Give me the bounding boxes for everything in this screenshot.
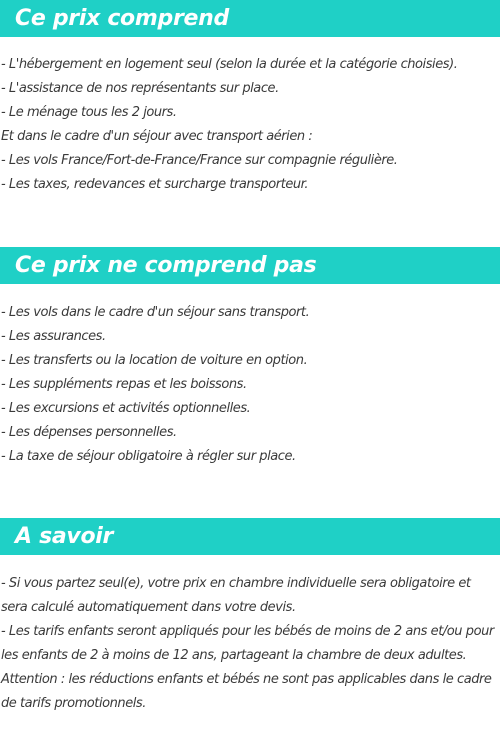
list-item: - Si vous partez seul(e), votre prix en chambre individuelle sera obligatoire et sera calculé automatiquement dans votre devis. <box>1 576 471 615</box>
section-title-not-included: Ce prix ne comprend pas <box>0 247 500 284</box>
list-item: - Les dépenses personnelles. <box>1 425 177 440</box>
list-item: - Le ménage tous les 2 jours. <box>1 105 177 120</box>
list-item: - Les transferts ou la location de voiture en option. <box>1 353 308 368</box>
not-included-list <box>0 301 500 469</box>
section-included <box>0 0 500 197</box>
list-item: Et dans le cadre d'un séjour avec transport aérien : <box>1 129 313 144</box>
list-item: - Les assurances. <box>1 329 106 344</box>
included-list <box>0 53 500 197</box>
list-item: - Les vols dans le cadre d'un séjour sans transport. <box>1 305 310 320</box>
list-item: - La taxe de séjour obligatoire à régler sur place. <box>1 449 296 464</box>
section-title-good-to-know: A savoir <box>0 518 500 555</box>
list-item: - L'assistance de nos représentants sur place. <box>1 81 279 96</box>
section-good-to-know <box>0 518 500 716</box>
list-item: - Les taxes, redevances et surcharge transporteur. <box>1 177 309 192</box>
list-item: - Les excursions et activités optionnelles. <box>1 401 251 416</box>
list-item: - Les tarifs enfants seront appliqués pour les bébés de moins de 2 ans et/ou pour les enfants de 2 à moins de 12 ans, partageant la chambre de deux adultes. <box>1 624 494 663</box>
section-title-included: Ce prix comprend <box>0 0 500 37</box>
list-item: - Les vols France/Fort-de-France/France sur compagnie régulière. <box>1 153 398 168</box>
list-item: - L'hébergement en logement seul (selon la durée et la catégorie choisies). <box>1 57 458 72</box>
good-to-know-list <box>0 572 500 716</box>
list-item: - Les suppléments repas et les boissons. <box>1 377 247 392</box>
section-not-included <box>0 247 500 469</box>
list-item: Attention : les réductions enfants et bébés ne sont pas applicables dans le cadre de tarifs promotionnels. <box>1 672 492 711</box>
